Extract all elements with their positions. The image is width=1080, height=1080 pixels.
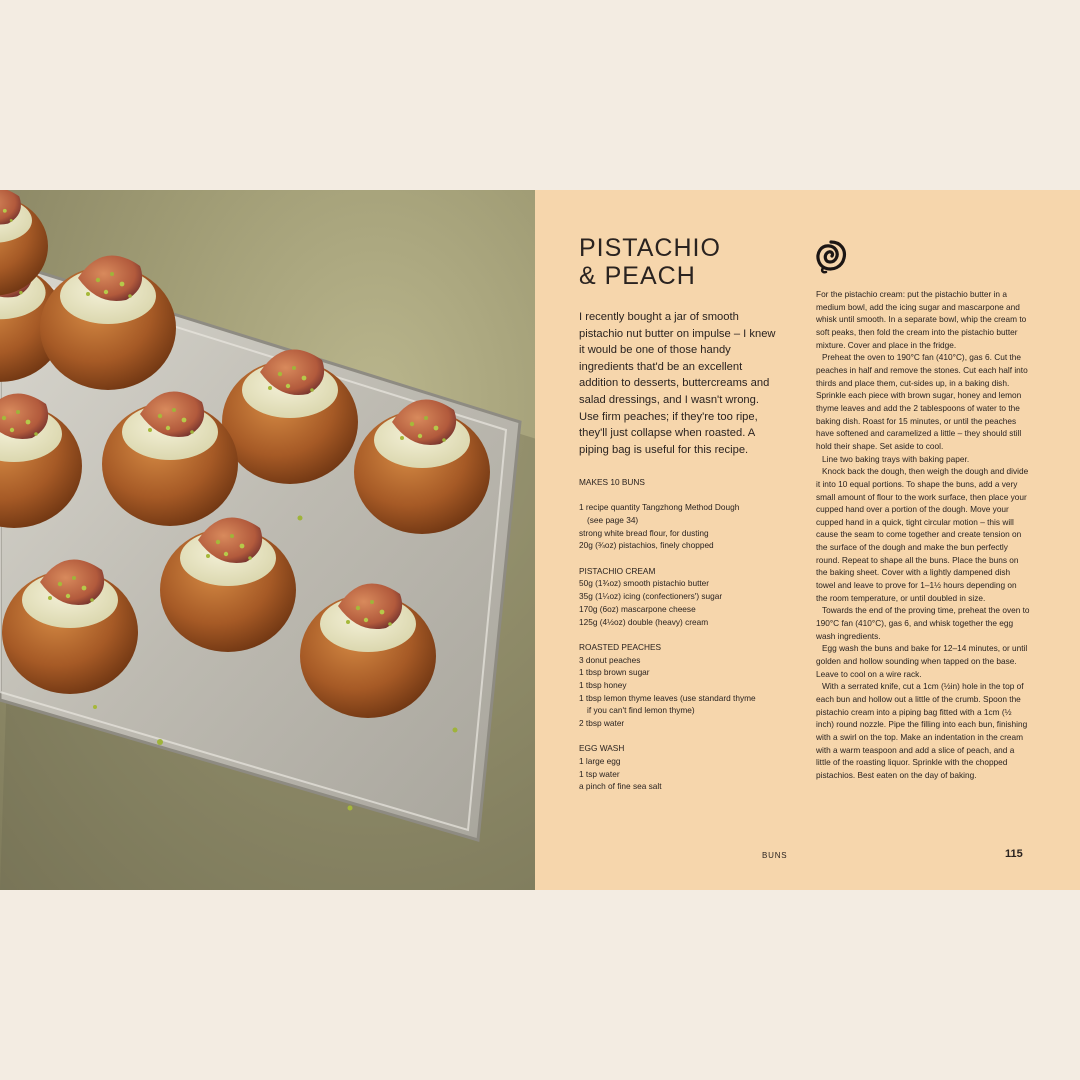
ingredient-line: 2 tbsp water xyxy=(579,718,625,729)
ingredient-line: 50g (1¾oz) smooth pistachio butter xyxy=(579,578,710,589)
method-paragraph: Towards the end of the proving time, preheat the oven to 190°C fan (410°C), gas 6, and whisk together the egg wash ingredients. xyxy=(816,605,1030,641)
ingredients-list xyxy=(579,476,784,806)
recipe-intro: I recently bought a jar of smooth pistachio nut butter on impulse – I knew it would be one of those handy ingredients that'd be an excellent addition to desserts, buttercreams and salad dressings, and I wasn't wrong. Use firm peaches; if they're too ripe, they'll just collapse when roasted. A piping bag is useful for this recipe. xyxy=(579,311,776,456)
method-text xyxy=(816,288,1030,782)
roasted-peaches-heading: ROASTED PEACHES xyxy=(579,641,662,652)
ingredient-line: 1 tbsp lemon thyme leaves (use standard thyme xyxy=(579,692,756,703)
pistachio-cream-group xyxy=(579,565,784,629)
title-line-1: PISTACHIO xyxy=(579,234,721,262)
method-paragraph: Line two baking trays with baking paper. xyxy=(822,453,970,464)
yield-heading: MAKES 10 BUNS xyxy=(579,477,645,487)
egg-wash-group xyxy=(579,742,784,793)
page-number: 115 xyxy=(1005,848,1023,860)
pistachio-cream-heading: PISTACHIO CREAM xyxy=(579,565,656,576)
ingredient-line: 1 recipe quantity Tangzhong Method Dough xyxy=(579,502,740,513)
ingredient-line: if you can't find lemon thyme) xyxy=(587,705,695,716)
book-spread xyxy=(0,190,1080,890)
method-paragraph: Egg wash the buns and bake for 12–14 minutes, or until golden and hollow sounding when tapped on the base. Leave to cool on a wire rack. xyxy=(816,643,1028,679)
ingredient-line: 1 large egg xyxy=(579,756,621,767)
ingredient-line: 35g (1¼oz) icing (confectioners') sugar xyxy=(579,591,723,602)
ingredient-line: a pinch of fine sea salt xyxy=(579,781,662,792)
ingredient-line: 1 tbsp brown sugar xyxy=(579,667,650,678)
ingredient-line: 1 tbsp honey xyxy=(579,679,627,690)
recipe-page xyxy=(535,190,1080,890)
roasted-peaches-group xyxy=(579,641,784,730)
egg-wash-heading: EGG WASH xyxy=(579,743,625,754)
ingredient-line: strong white bread flour, for dusting xyxy=(579,527,709,538)
section-footer: BUNS xyxy=(762,851,788,860)
method-paragraph: Preheat the oven to 190°C fan (410°C), gas 6. Cut the peaches in half and remove the stones. Cut each half into thirds and place them, cut-sides up, in a baking dish. Sprinkle each piece with brown sugar, honey and lemon thyme leaves and add the 2 tablespoons of water to the baking dish. Roast for 15 minutes, or until the peaches have softened and caramelized a little – they should still hold their shape. Set aside to cool. xyxy=(816,352,1028,451)
ingredient-line: 1 tsp water xyxy=(579,768,620,779)
title-line-2: & PEACH xyxy=(579,262,696,290)
buns-on-tray-photo xyxy=(0,190,535,890)
ingredient-line: 170g (6oz) mascarpone cheese xyxy=(579,603,696,614)
ingredient-line: (see page 34) xyxy=(587,515,639,525)
ingredient-line: 3 donut peaches xyxy=(579,654,641,665)
recipe-title xyxy=(579,234,721,290)
method-paragraph: Knock back the dough, then weigh the dough and divide it into 10 equal portions. To shape the buns, add a very small amount of flour to the work surface, then place your cupped hand over a portion of the dough. Move your cupped hand in a quick, tight circular motion – this will cause the seam to come together and create tension on the surface of the dough and make the bun perfectly round. Repeat to shape all the buns. Place the buns on the baking sheet. Cover with a lightly dampened dish towel and leave to prove for 1–1½ hours depending on the room temperature, or until doubled in size. xyxy=(816,466,1029,603)
ingredient-line: 125g (4½oz) double (heavy) cream xyxy=(579,616,709,627)
method-paragraph: For the pistachio cream: put the pistachio butter in a medium bowl, add the icing sugar and mascarpone and whisk until smooth. In a separate bowl, whip the cream to soft peaks, then fold the cream into the pistachio butter mixture. Cover and place in the fridge. xyxy=(816,289,1027,350)
dough-group xyxy=(579,501,784,552)
swirl-rose-logo-icon xyxy=(813,238,849,274)
method-paragraph: With a serrated knife, cut a 1cm (½in) hole in the top of each bun and hollow out a little of the crumb. Spoon the pistachio cream into a piping bag fitted with a 1cm (½ inch) round nozzle. Pipe the filling into each bun, finishing with a swirl on the top. Make an indentation in the cream with a warm teaspoon and add a slice of peach, and a little of the roasting liquor. Sprinkle with the chopped pistachios. Best eaten on the day of baking. xyxy=(816,681,1028,780)
food-photo xyxy=(0,190,535,890)
ingredient-line: 20g (¾oz) pistachios, finely chopped xyxy=(579,540,714,551)
yield-group xyxy=(579,476,784,489)
